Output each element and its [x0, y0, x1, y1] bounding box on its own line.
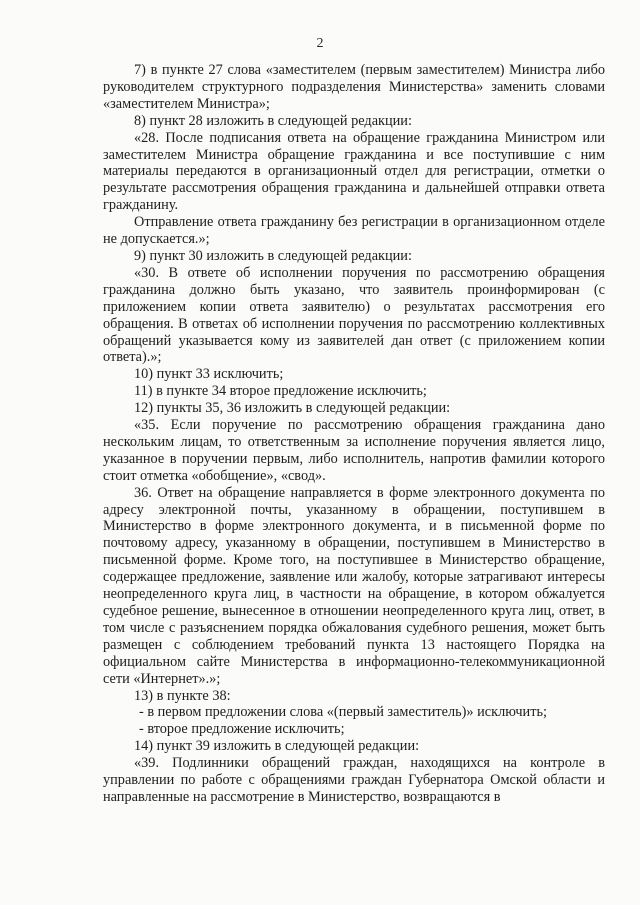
paragraph-point-28: «28. После подписания ответа на обращение гражданина Министром или заместителем Министра обращение гражданина и все поступившие с ним материалы передаются в организационный отдел для регистрации, отметки о результате рассмотрения обращения гражданина и дальнейшей отправки ответа гражданину.	[103, 129, 605, 214]
paragraph-point-36: 36. Ответ на обращение направляется в форме электронного документа по адресу электронной почты, указанному в обращении, поступившем в Министерство в форме электронного документа, и в письменной форме по почтовому адресу, указанному в обращении, поступившем в Министерство в письменной форме. Кроме того, на поступившее в Министерство обращение, содержащее предложение, заявление или жалобу, которые затрагивают интересы неопределенного круга лиц, в частности на обращение, в котором обжалуется судебное решение, вынесенное в отношении неопределенного круга лиц, ответ, в том числе с разъяснением порядка обжалования судебного решения, может быть размещен с соблюдением требований пункта 13 настоящего Порядка на официальном сайте Министерства в информационно-телекоммуникационной сети «Интернет».»;	[103, 484, 605, 687]
paragraph-item-13-dash-2: - второе предложение исключить;	[139, 721, 345, 738]
paragraph-item-13-dash-1: - в первом предложении слова «(первый заместитель)» исключить;	[139, 704, 547, 721]
paragraph-item-13: 13) в пункте 38:	[134, 687, 231, 704]
paragraph-point-30: «30. В ответе об исполнении поручения по рассмотрению обращения гражданина должно быть указано, что заявитель проинформирован (с приложением копии ответа заявителю) о результатах рассмотрения его обращения. В ответах об исполнении поручения по рассмотрению коллективных обращений указывается кому из заявителей дан ответ (с приложением копии ответа).»;	[103, 264, 605, 366]
paragraph-point-39: «39. Подлинники обращений граждан, находящихся на контроле в управлении по работе с обращениями граждан Губернатора Омской области и направленные на рассмотрение в Министерство, возвращаются в	[103, 755, 605, 805]
paragraph-item-12: 12) пункты 35, 36 изложить в следующей редакции:	[134, 400, 451, 417]
paragraph-item-8: 8) пункт 28 изложить в следующей редакции:	[134, 112, 412, 129]
paragraph-point-28-continued: Отправление ответа гражданину без регистрации в организационном отделе не допускается.»;	[103, 214, 605, 248]
paragraph-item-7: 7) в пункте 27 слова «заместителем (первым заместителем) Министра либо руководителем структурного подразделения Министерства» заменить словами «заместителем Министра»;	[103, 62, 605, 112]
page-number: 2	[316, 36, 324, 51]
document-body	[103, 62, 605, 806]
paragraph-item-10: 10) пункт 33 исключить;	[134, 366, 284, 383]
paragraph-item-14: 14) пункт 39 изложить в следующей редакции:	[134, 738, 420, 755]
paragraph-item-9: 9) пункт 30 изложить в следующей редакции:	[134, 247, 412, 264]
paragraph-item-11: 11) в пункте 34 второе предложение исключить;	[134, 383, 427, 400]
paragraph-point-35: «35. Если поручение по рассмотрению обращения гражданина дано нескольким лицам, то ответственным за исполнение поручения является лицо, указанное в поручении первым, либо исполнитель, напротив фамилии которого стоит отметка «обобщение», «свод».	[103, 417, 605, 484]
